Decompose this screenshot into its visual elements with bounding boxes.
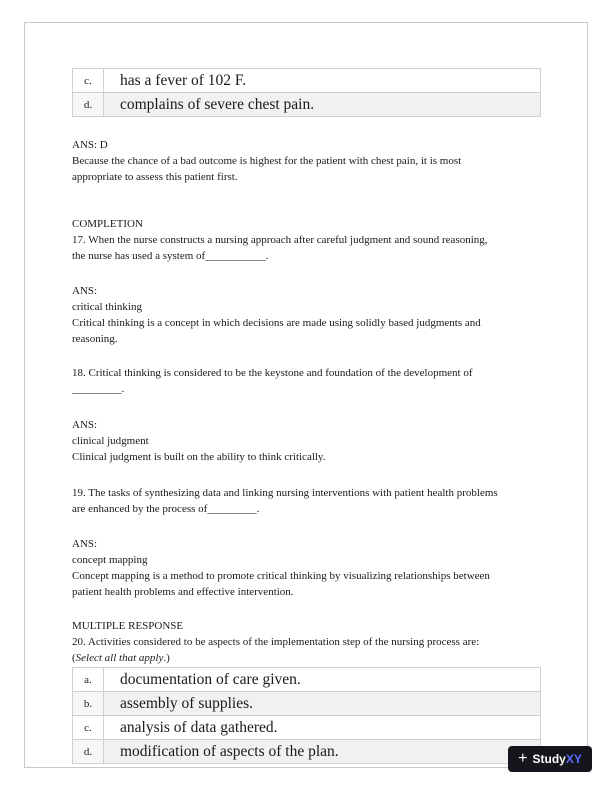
- question-stem: 17. When the nurse constructs a nursing approach after careful judgment and sound reasoning,: [72, 234, 488, 246]
- watermark-prefix: Study: [532, 752, 566, 766]
- option-row: [73, 692, 541, 716]
- plus-icon: +: [518, 750, 528, 767]
- option-letter: a.: [73, 668, 104, 692]
- rationale-line: Critical thinking is a concept in which decisions are made using solidly based judgments and: [72, 317, 481, 329]
- options-table-q20: [72, 667, 541, 764]
- option-text: has a fever of 102 F.: [104, 69, 541, 93]
- option-text: complains of severe chest pain.: [104, 93, 541, 117]
- option-row: [73, 740, 541, 764]
- paren-close: .): [163, 652, 170, 664]
- answer-label: ANS:: [72, 285, 98, 297]
- rationale-line: Because the chance of a bad outcome is highest for the patient with chest pain, it is most: [72, 155, 462, 167]
- answer-text: clinical judgment: [72, 435, 149, 447]
- question-stem: _________.: [72, 383, 125, 395]
- answer-text: concept mapping: [72, 554, 148, 566]
- q19-block: [72, 485, 542, 517]
- option-row: [73, 69, 541, 93]
- options-table-q16: [72, 68, 541, 117]
- option-text: modification of aspects of the plan.: [104, 740, 541, 764]
- studyxy-watermark[interactable]: [508, 746, 592, 772]
- rationale-line: Clinical judgment is built on the ability to think critically.: [72, 451, 326, 463]
- q18-block: [72, 365, 542, 397]
- q17-answer-block: [72, 283, 542, 347]
- option-letter: d.: [73, 93, 104, 117]
- multiple-response-section: [72, 618, 542, 666]
- paren-open: (: [72, 652, 76, 664]
- question-stem: 19. The tasks of synthesizing data and linking nursing interventions with patient health problems: [72, 487, 498, 499]
- q19-answer-block: [72, 536, 542, 600]
- question-stem: 20. Activities considered to be aspects of the implementation step of the nursing process are:: [72, 636, 480, 648]
- q18-answer-block: [72, 417, 542, 465]
- answer-label: ANS:: [72, 419, 98, 431]
- question-stem: 18. Critical thinking is considered to be the keystone and foundation of the development of: [72, 367, 473, 379]
- rationale-line: patient health problems and effective intervention.: [72, 586, 294, 598]
- watermark-suffix: XY: [565, 752, 582, 766]
- question-stem: are enhanced by the process of_________.: [72, 503, 260, 515]
- option-row: [73, 716, 541, 740]
- option-text: assembly of supplies.: [104, 692, 541, 716]
- rationale-line: reasoning.: [72, 333, 118, 345]
- section-heading: MULTIPLE RESPONSE: [72, 620, 184, 632]
- section-heading: COMPLETION: [72, 218, 143, 230]
- option-row: [73, 93, 541, 117]
- option-text: analysis of data gathered.: [104, 716, 541, 740]
- rationale-line: Concept mapping is a method to promote critical thinking by visualizing relationships between: [72, 570, 490, 582]
- instruction-italic: Select all that apply: [75, 652, 164, 664]
- option-letter: c.: [73, 69, 104, 93]
- question-stem-instruction: [72, 650, 542, 666]
- rationale-line: appropriate to assess this patient first.: [72, 171, 238, 183]
- completion-section: [72, 216, 542, 264]
- answer-key: ANS: D: [72, 139, 108, 151]
- q16-answer-block: [72, 137, 542, 185]
- option-letter: c.: [73, 716, 104, 740]
- answer-label: ANS:: [72, 538, 98, 550]
- option-letter: d.: [73, 740, 104, 764]
- option-text: documentation of care given.: [104, 668, 541, 692]
- question-stem: the nurse has used a system of___________.: [72, 250, 269, 262]
- option-letter: b.: [73, 692, 104, 716]
- answer-text: critical thinking: [72, 301, 142, 313]
- option-row: [73, 668, 541, 692]
